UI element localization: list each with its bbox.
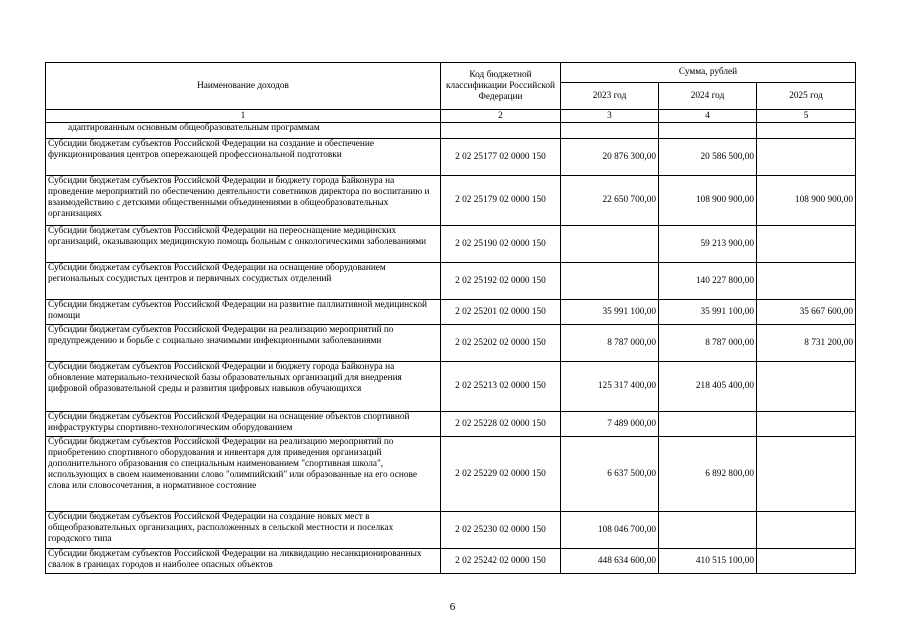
row-2023 xyxy=(561,123,659,139)
row-2024: 140 227 800,00 xyxy=(659,263,757,300)
row-name: Субсидии бюджетам субъектов Российской Федерации на развитие паллиативной медицинской помощи xyxy=(46,300,441,325)
row-2024: 6 892 800,00 xyxy=(659,437,757,512)
row-2023 xyxy=(561,226,659,263)
table-row xyxy=(46,263,856,300)
row-name: Субсидии бюджетам субъектов Российской Федерации на оснащение объектов спортивной инфраструктуры спортивно-технологическим оборудованием xyxy=(46,412,441,437)
row-2025 xyxy=(757,226,856,263)
row-2025 xyxy=(757,123,856,139)
row-2024 xyxy=(659,123,757,139)
column-number: 3 xyxy=(561,110,659,123)
row-code: 2 02 25213 02 0000 150 xyxy=(441,362,561,412)
row-2023: 6 637 500,00 xyxy=(561,437,659,512)
row-2025 xyxy=(757,362,856,412)
row-2025 xyxy=(757,549,856,574)
row-code xyxy=(441,123,561,139)
row-name: Субсидии бюджетам субъектов Российской Федерации на создание и обеспечение функционирования центров опережающей профессиональной подготовки xyxy=(46,139,441,176)
table-row xyxy=(46,325,856,362)
header-year-2023: 2023 год xyxy=(561,83,659,110)
row-code: 2 02 25228 02 0000 150 xyxy=(441,412,561,437)
row-2024: 20 586 500,00 xyxy=(659,139,757,176)
row-2024: 8 787 000,00 xyxy=(659,325,757,362)
row-code: 2 02 25230 02 0000 150 xyxy=(441,512,561,549)
table-row xyxy=(46,123,856,139)
row-2023 xyxy=(561,263,659,300)
row-2024: 59 213 900,00 xyxy=(659,226,757,263)
table-row xyxy=(46,437,856,512)
row-2024 xyxy=(659,412,757,437)
header-year-2024: 2024 год xyxy=(659,83,757,110)
row-2025 xyxy=(757,263,856,300)
row-2025: 108 900 900,00 xyxy=(757,176,856,226)
row-2024: 410 515 100,00 xyxy=(659,549,757,574)
header-year-2025: 2025 год xyxy=(757,83,856,110)
row-2024: 218 405 400,00 xyxy=(659,362,757,412)
row-2023: 22 650 700,00 xyxy=(561,176,659,226)
column-number: 1 xyxy=(46,110,441,123)
row-name: адаптированным основным общеобразовательным программам xyxy=(46,123,441,139)
budget-table xyxy=(45,62,856,574)
row-name: Субсидии бюджетам субъектов Российской Федерации на реализацию мероприятий по приобретению спортивного оборудования и инвентаря для приведения организаций дополнительного образования со специальным наименованием "спортивная школа", использующих в своем наименовании слово "олимпийский" или образованные на его основе слова или словосочетания, в нормативное состояние xyxy=(46,437,441,512)
row-2023: 448 634 600,00 xyxy=(561,549,659,574)
row-2024 xyxy=(659,512,757,549)
column-number: 2 xyxy=(441,110,561,123)
row-name: Субсидии бюджетам субъектов Российской Федерации на ликвидацию несанкционированных свалок в границах городов и наиболее опасных объектов xyxy=(46,549,441,574)
row-code: 2 02 25201 02 0000 150 xyxy=(441,300,561,325)
table-row xyxy=(46,226,856,263)
row-2024: 35 991 100,00 xyxy=(659,300,757,325)
row-name: Субсидии бюджетам субъектов Российской Федерации на оснащение оборудованием региональных сосудистых центров и первичных сосудистых отделений xyxy=(46,263,441,300)
table-row xyxy=(46,362,856,412)
row-2023: 20 876 300,00 xyxy=(561,139,659,176)
table-row xyxy=(46,139,856,176)
table-row xyxy=(46,412,856,437)
row-2024: 108 900 900,00 xyxy=(659,176,757,226)
row-code: 2 02 25229 02 0000 150 xyxy=(441,437,561,512)
row-2025 xyxy=(757,412,856,437)
row-name: Субсидии бюджетам субъектов Российской Федерации на создание новых мест в общеобразовательных организациях, расположенных в сельской местности и поселках городского типа xyxy=(46,512,441,549)
column-number: 4 xyxy=(659,110,757,123)
row-2025 xyxy=(757,139,856,176)
row-2023: 7 489 000,00 xyxy=(561,412,659,437)
row-name: Субсидии бюджетам субъектов Российской Федерации на реализацию мероприятий по предупреждению и борьбе с социально значимыми инфекционными заболеваниями xyxy=(46,325,441,362)
table-row xyxy=(46,176,856,226)
row-2023: 8 787 000,00 xyxy=(561,325,659,362)
column-number-row xyxy=(46,110,856,123)
row-2025: 8 731 200,00 xyxy=(757,325,856,362)
row-2023: 108 046 700,00 xyxy=(561,512,659,549)
row-code: 2 02 25190 02 0000 150 xyxy=(441,226,561,263)
row-2025 xyxy=(757,512,856,549)
row-code: 2 02 25242 02 0000 150 xyxy=(441,549,561,574)
row-code: 2 02 25177 02 0000 150 xyxy=(441,139,561,176)
row-2023: 125 317 400,00 xyxy=(561,362,659,412)
row-code: 2 02 25202 02 0000 150 xyxy=(441,325,561,362)
page-number: 6 xyxy=(449,601,456,613)
table-row xyxy=(46,300,856,325)
row-2023: 35 991 100,00 xyxy=(561,300,659,325)
header-sum: Сумма, рублей xyxy=(561,63,856,83)
table-row xyxy=(46,549,856,574)
header-code: Код бюджетной классификации Российской Федерации xyxy=(441,63,561,110)
row-code: 2 02 25192 02 0000 150 xyxy=(441,263,561,300)
row-2025 xyxy=(757,437,856,512)
row-name: Субсидии бюджетам субъектов Российской Федерации и бюджету города Байконура на проведение мероприятий по обеспечению деятельности советников директора по воспитанию и взаимодействию с детскими общественными объединениями в общеобразовательных организациях xyxy=(46,176,441,226)
row-2025: 35 667 600,00 xyxy=(757,300,856,325)
row-name: Субсидии бюджетам субъектов Российской Федерации на переоснащение медицинских организаций, оказывающих медицинскую помощь больным с онкологическими заболеваниями xyxy=(46,226,441,263)
header-name: Наименование доходов xyxy=(46,63,441,110)
row-code: 2 02 25179 02 0000 150 xyxy=(441,176,561,226)
table-row xyxy=(46,512,856,549)
row-name: Субсидии бюджетам субъектов Российской Федерации и бюджету города Байконура на обновление материально-технической базы образовательных организаций для внедрения цифровой образовательной среды и развития цифровых навыков обучающихся xyxy=(46,362,441,412)
column-number: 5 xyxy=(757,110,856,123)
